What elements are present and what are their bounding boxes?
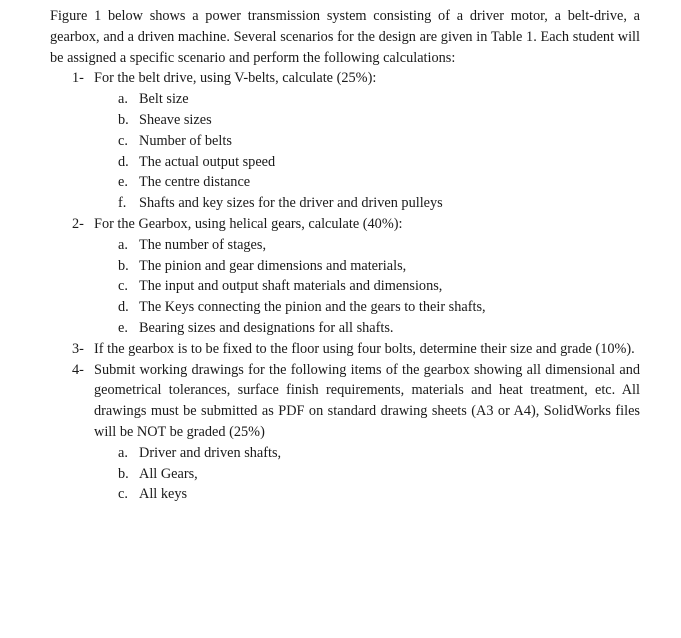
task-text: For the Gearbox, using helical gears, calculate (40%):	[94, 215, 403, 232]
subtask-letter: b.	[118, 111, 129, 128]
subtask-letter: b.	[118, 465, 129, 482]
subtask-letter: f.	[118, 195, 127, 212]
subtask-letter: e.	[118, 319, 128, 336]
task-number: 4-	[72, 361, 84, 378]
task-item-4	[50, 360, 640, 506]
task-item-1	[50, 68, 640, 214]
subtask-item	[94, 131, 640, 152]
subtask-letter: c.	[118, 132, 128, 149]
subtask-letter: d.	[118, 153, 129, 170]
intro-paragraph: Figure 1 below shows a power transmission system consisting of a driver motor, a belt-drive, a gearbox, and a driven machine. Several scenarios for the design are given in Table 1. Each student will be assigned a specific scenario and perform the following calculations:	[50, 8, 640, 66]
subtask-text: The number of stages,	[139, 236, 267, 253]
subtask-list	[94, 235, 640, 339]
subtask-item	[94, 318, 640, 339]
subtask-item	[94, 484, 640, 505]
subtask-item	[94, 297, 640, 318]
task-text: Submit working drawings for the following items of the gearbox showing all dimensional and geometrical tolerances, surface finish requirements, materials and heat treatment, etc. All drawings must be submitted as PDF on standard drawing sheets (A3 or A4), SolidWorks files will be NOT be graded (25%)	[94, 361, 640, 440]
subtask-item	[94, 152, 640, 173]
task-text: For the belt drive, using V-belts, calculate (25%):	[94, 70, 377, 87]
task-number: 2-	[72, 215, 84, 232]
subtask-text: Driver and driven shafts,	[139, 444, 282, 461]
subtask-list	[94, 443, 640, 505]
subtask-item	[94, 89, 640, 110]
subtask-item	[94, 256, 640, 277]
assignment-document	[50, 6, 640, 505]
subtask-text: Bearing sizes and designations for all shafts.	[139, 319, 394, 336]
subtask-text: Belt size	[139, 91, 189, 108]
subtask-letter: a.	[118, 91, 128, 108]
subtask-letter: c.	[118, 486, 128, 503]
subtask-item	[94, 443, 640, 464]
subtask-text: Shafts and key sizes for the driver and driven pulleys	[139, 195, 443, 212]
subtask-letter: b.	[118, 257, 129, 274]
subtask-item	[94, 193, 640, 214]
task-list	[50, 68, 640, 505]
subtask-item	[94, 464, 640, 485]
subtask-text: The pinion and gear dimensions and materials,	[139, 257, 407, 274]
subtask-item	[94, 110, 640, 131]
task-item-3	[50, 339, 640, 360]
task-number: 1-	[72, 70, 84, 87]
subtask-letter: a.	[118, 236, 128, 253]
subtask-text: The Keys connecting the pinion and the gears to their shafts,	[139, 299, 486, 316]
task-number: 3-	[72, 340, 84, 357]
subtask-item	[94, 172, 640, 193]
subtask-item	[94, 276, 640, 297]
task-text: If the gearbox is to be fixed to the floor using four bolts, determine their size and grade (10%).	[94, 340, 635, 357]
subtask-letter: a.	[118, 444, 128, 461]
subtask-text: The actual output speed	[139, 153, 276, 170]
subtask-text: Sheave sizes	[139, 111, 212, 128]
subtask-item	[94, 235, 640, 256]
subtask-letter: c.	[118, 278, 128, 295]
subtask-letter: d.	[118, 299, 129, 316]
subtask-text: All keys	[139, 486, 188, 503]
subtask-text: Number of belts	[139, 132, 232, 149]
subtask-text: The input and output shaft materials and dimensions,	[139, 278, 443, 295]
subtask-text: The centre distance	[139, 174, 251, 191]
subtask-text: All Gears,	[139, 465, 198, 482]
task-item-2	[50, 214, 640, 339]
subtask-list	[94, 89, 640, 214]
subtask-letter: e.	[118, 174, 128, 191]
